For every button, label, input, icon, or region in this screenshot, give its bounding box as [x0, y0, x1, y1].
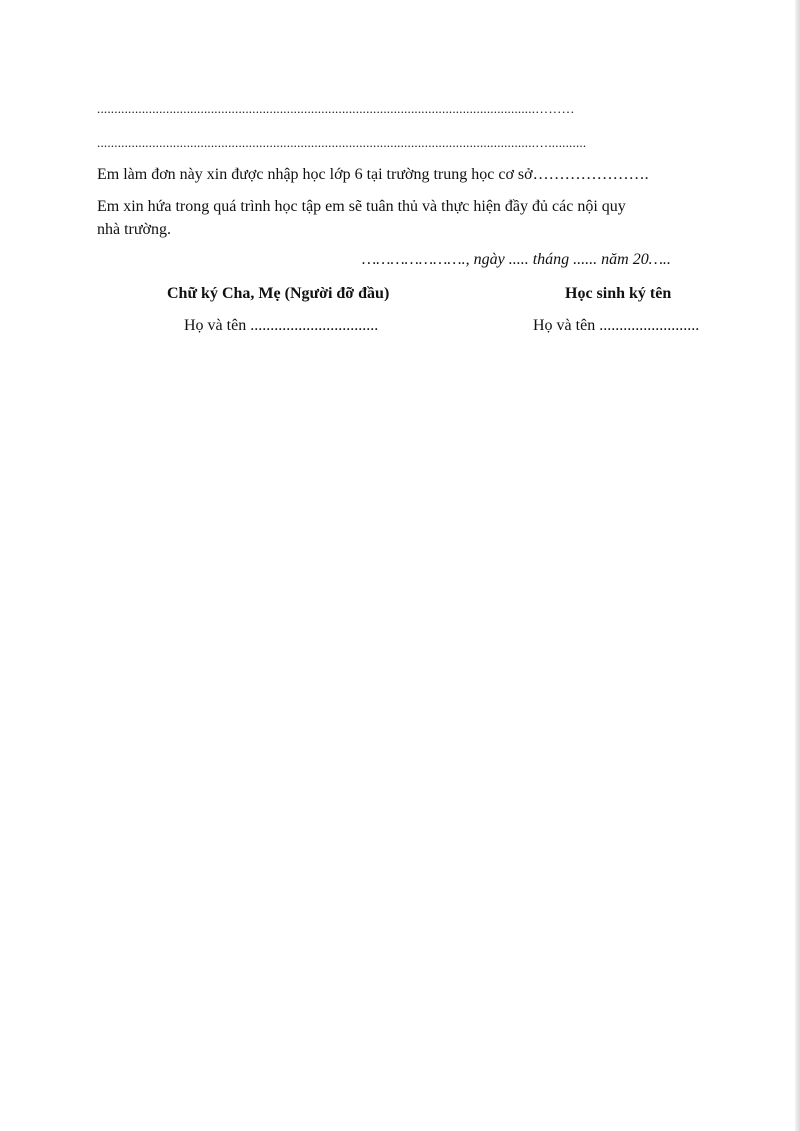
dotted-fill-line-1: ...............................................................................................................................……… — [97, 101, 575, 116]
dotted-fill-line-2: ...............................................................................................................................…........... — [97, 135, 587, 150]
parent-signature-title: Chữ ký Cha, Mẹ (Người đỡ đầu) — [167, 285, 390, 302]
page-edge-shadow — [795, 0, 800, 1131]
student-name-field: Họ và tên ......................... — [533, 317, 700, 334]
promise-line-2: nhà trường. — [97, 221, 172, 238]
parent-name-field: Họ và tên ................................ — [184, 317, 379, 334]
date-line: …………………., ngày ..... tháng ...... năm 20….. — [362, 251, 671, 268]
student-signature-title: Học sinh ký tên — [565, 285, 672, 302]
request-line: Em làm đơn này xin được nhập học lớp 6 tại trường trung học cơ sở…………………. — [97, 166, 649, 183]
promise-line-1: Em xin hứa trong quá trình học tập em sẽ tuân thủ và thực hiện đầy đủ các nội quy — [97, 198, 626, 215]
